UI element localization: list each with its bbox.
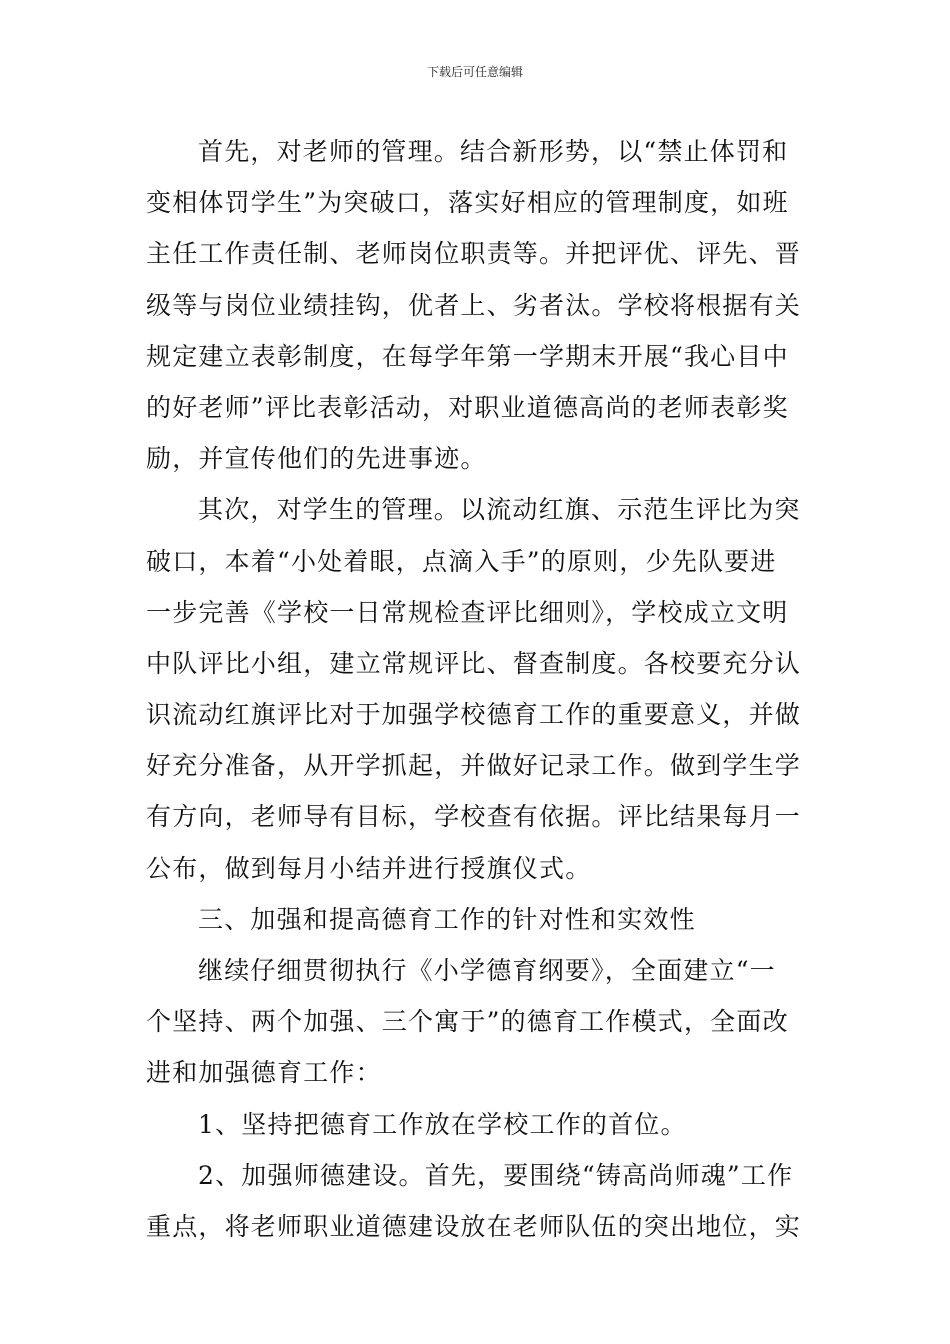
text-line: 的好老师”评比表彰活动，对职业道德高尚的老师表彰奖 <box>146 392 789 422</box>
text-line: 其次，对学生的管理。以流动红旗、示范生评比为突 <box>198 495 801 525</box>
text-line: 进和加强德育工作： <box>146 1058 382 1088</box>
text-line: 首先，对老师的管理。结合新形势，以“禁止体罚和 <box>198 137 789 166</box>
list-item: 2、加强师德建设。首先，要围绕“铸高尚师魂”工作 <box>198 1160 794 1190</box>
text-line: 变相体罚学生”为突破口，落实好相应的管理制度，如班 <box>146 188 789 218</box>
text-line: 个坚持、两个加强、三个寓于”的德育工作模式，全面改 <box>146 1007 789 1037</box>
text-line: 有方向，老师导有目标，学校查有依据。评比结果每月一 <box>146 802 802 832</box>
text-line: 主任工作责任制、老师岗位职责等。并把评优、评先、晋 <box>146 239 802 269</box>
page-header-note: 下载后可任意编辑 <box>426 65 523 79</box>
text-line: 励，并宣传他们的先进事迹。 <box>146 444 487 474</box>
text-line: 继续仔细贯彻执行《小学德育纲要》，全面建立“一 <box>198 956 776 985</box>
text-line: 一步完善《学校一日常规检查评比细则》，学校成立文明 <box>146 597 789 627</box>
text-line: 中队评比小组，建立常规评比、督查制度。各校要充分认 <box>146 648 802 678</box>
text-line: 破口，本着“小处着眼，点滴入手”的原则，少先队要进 <box>146 546 777 576</box>
text-line: 识流动红旗评比对于加强学校德育工作的重要意义，并做 <box>146 700 802 730</box>
text-line: 规定建立表彰制度，在每学年第一学期末开展“我心目中 <box>146 341 789 371</box>
text-line: 重点，将老师职业道德建设放在老师队伍的突出地位，实 <box>146 1211 802 1241</box>
text-line: 好充分准备，从开学抓起，并做好记录工作。做到学生学 <box>146 751 802 781</box>
section-heading: 三、加强和提高德育工作的针对性和实效性 <box>198 904 696 934</box>
document-body <box>146 126 806 1252</box>
list-item: 1、坚持把德育工作放在学校工作的首位。 <box>198 1109 687 1139</box>
text-line: 公布，做到每月小结并进行授旗仪式。 <box>146 853 592 883</box>
text-line: 级等与岗位业绩挂钩，优者上、劣者汰。学校将根据有关 <box>146 290 802 320</box>
